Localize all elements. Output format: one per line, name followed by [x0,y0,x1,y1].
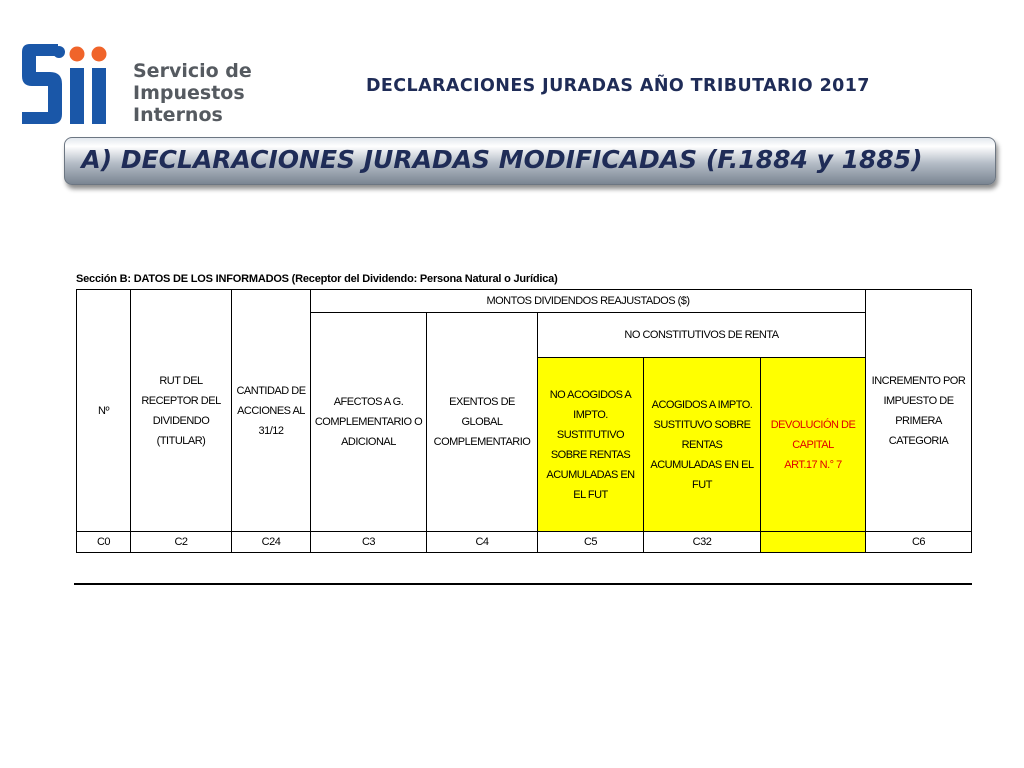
section-label: Sección B: DATOS DE LOS INFORMADOS (Receptor del Dividendo: Persona Natural o Jurídica) [76,273,558,285]
header-cantidad: CANTIDAD DE ACCIONES AL 31/12 [231,289,311,532]
header-group-no-constitutivos: NO CONSTITUTIVOS DE RENTA [537,312,866,358]
header-acogidos: ACOGIDOS A IMPTO. SUSTITUVO SOBRE RENTAS ACUMULADAS EN EL FUT [643,357,761,532]
code-cell-c2: C2 [130,531,232,553]
header-exentos: EXENTOS DE GLOBAL COMPLEMENTARIO [426,312,538,532]
code-cell-c6: C6 [865,531,972,553]
header-group-montos: MONTOS DIVIDENDOS REAJUSTADOS ($) [310,289,866,313]
devolucion-line-2: ART.17 N.° 7 [784,458,842,471]
logo-line-1: Servicio de [133,60,252,82]
header-afectos: AFECTOS A G. COMPLEMENTARIO O ADICIONAL [310,312,427,532]
banner-title: A) DECLARACIONES JURADAS MODIFICADAS (F.1884 y 1885) [81,145,923,174]
code-cell-c32: C32 [643,531,761,553]
sii-logo-text [133,60,252,126]
code-cell-devolucion [760,531,866,553]
code-cell-c0: C0 [76,531,131,553]
devolucion-line-1: DEVOLUCIÓN DE CAPITAL [770,418,856,451]
header-incremento: INCREMENTO POR IMPUESTO DE PRIMERA CATEGORIA [865,289,972,532]
code-cell-c3: C3 [310,531,427,553]
header-title: DECLARACIONES JURADAS AÑO TRIBUTARIO 2017 [366,76,870,96]
header-rut: RUT DEL RECEPTOR DEL DIVIDENDO (TITULAR) [130,289,232,532]
header-no-acogidos: NO ACOGIDOS A IMPTO. SUSTITUTIVO SOBRE RENTAS ACUMULADAS EN EL FUT [537,357,644,532]
code-cell-c24: C24 [231,531,311,553]
bottom-divider [74,583,972,585]
code-cell-c5: C5 [537,531,644,553]
code-cell-c4: C4 [426,531,538,553]
declaration-table [76,289,972,553]
logo-line-2: Impuestos [133,82,245,104]
logo-line-3: Internos [133,104,223,126]
header-devolucion-capital [760,357,866,532]
header-num: Nº [76,289,131,532]
